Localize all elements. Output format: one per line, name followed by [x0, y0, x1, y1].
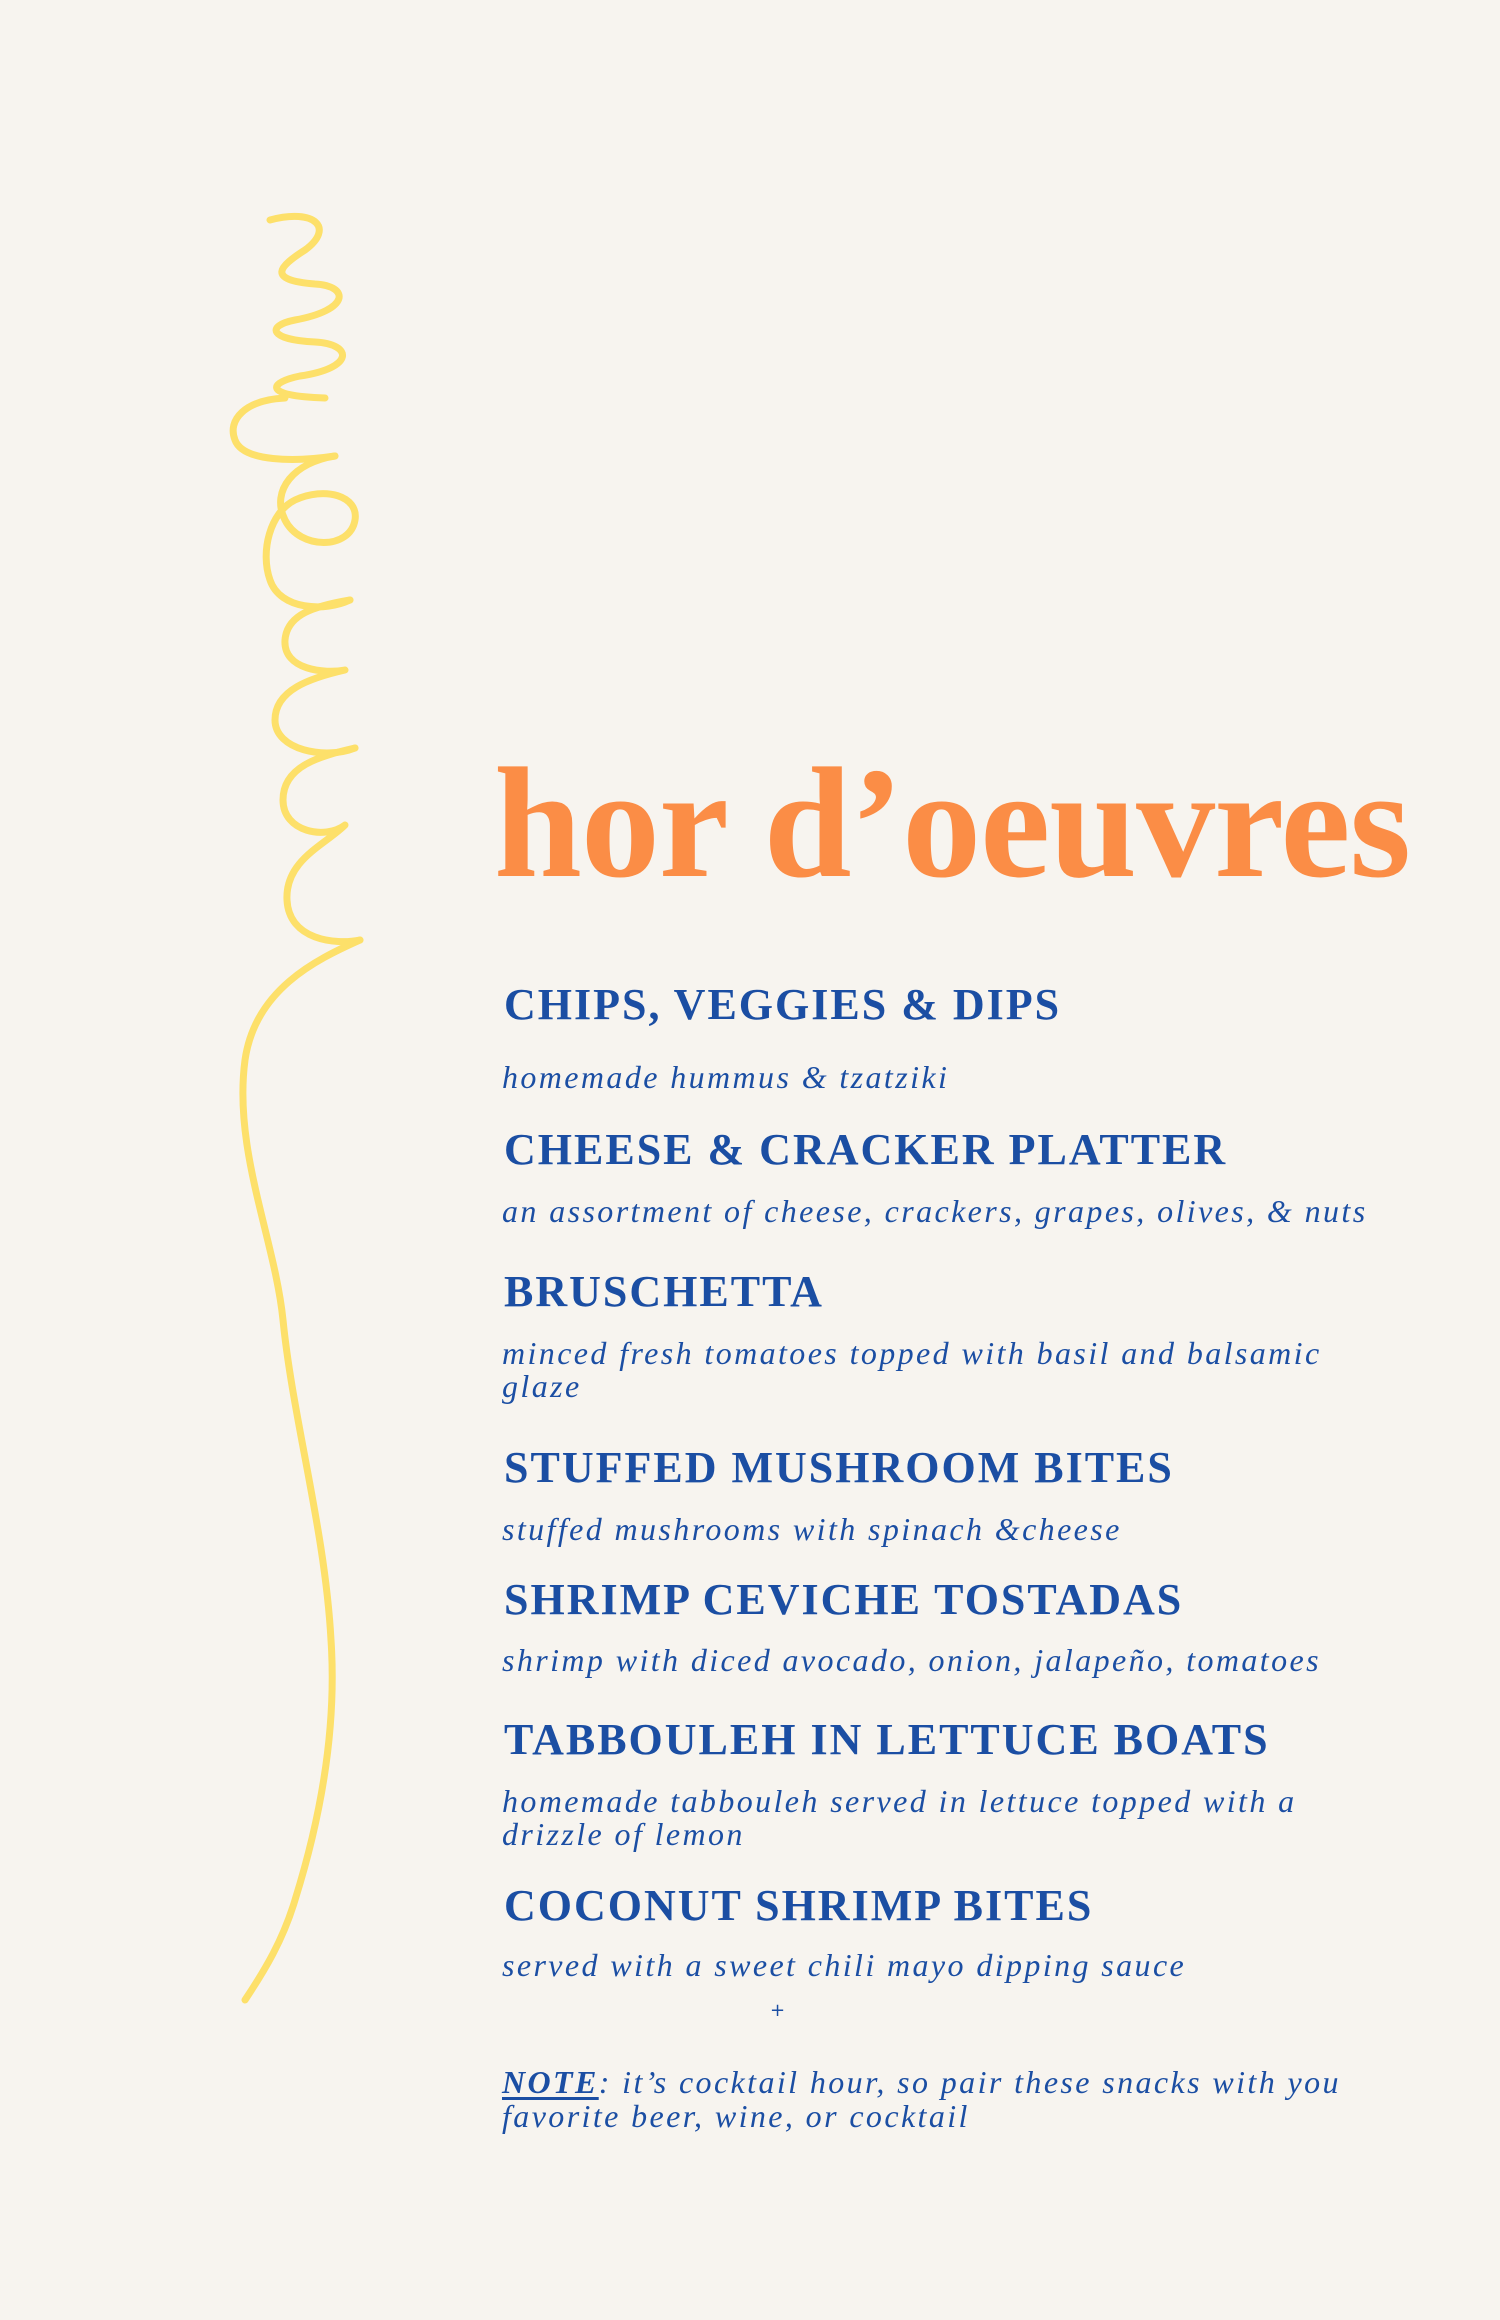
menu-script-logo: [175, 200, 375, 2050]
menu-item-name: BRUSCHETTA: [504, 1267, 824, 1316]
menu-item-description: shrimp with diced avocado, onion, jalapeño, tomatoes: [502, 1642, 1321, 1678]
menu-item-name: SHRIMP CEVICHE TOSTADAS: [504, 1575, 1184, 1624]
menu-item-name: COCONUT SHRIMP BITES: [504, 1881, 1094, 1930]
menu-item-name: CHEESE & CRACKER PLATTER: [504, 1125, 1228, 1174]
menu-item-description: stuffed mushrooms with spinach &cheese: [502, 1511, 1122, 1547]
menu-item-description: an assortment of cheese, crackers, grapes, olives, & nuts: [502, 1193, 1368, 1229]
menu-item-description: homemade tabbouleh served in lettuce topped with a drizzle of lemon: [502, 1783, 1297, 1852]
menu-item-description: minced fresh tomatoes topped with basil and balsamic glaze: [502, 1335, 1322, 1404]
divider-sparkle: +: [770, 2000, 786, 2021]
menu-item-description: homemade hummus & tzatziki: [502, 1059, 950, 1095]
note-separator: :: [598, 2064, 612, 2100]
note-label: NOTE: [502, 2064, 599, 2100]
menu-item-name: CHIPS, VEGGIES & DIPS: [504, 980, 1062, 1029]
note-text: it’s cocktail hour, so pair these snacks with you favorite beer, wine, or cocktail: [502, 2064, 1341, 2134]
menu-item-description: served with a sweet chili mayo dipping sauce: [502, 1947, 1187, 1983]
section-title: hor d’oeuvres: [494, 736, 1411, 911]
menu-item-name: STUFFED MUSHROOM BITES: [504, 1443, 1174, 1492]
menu-item-name: TABBOULEH IN LETTUCE BOATS: [504, 1715, 1270, 1764]
note: [502, 2065, 1382, 2133]
